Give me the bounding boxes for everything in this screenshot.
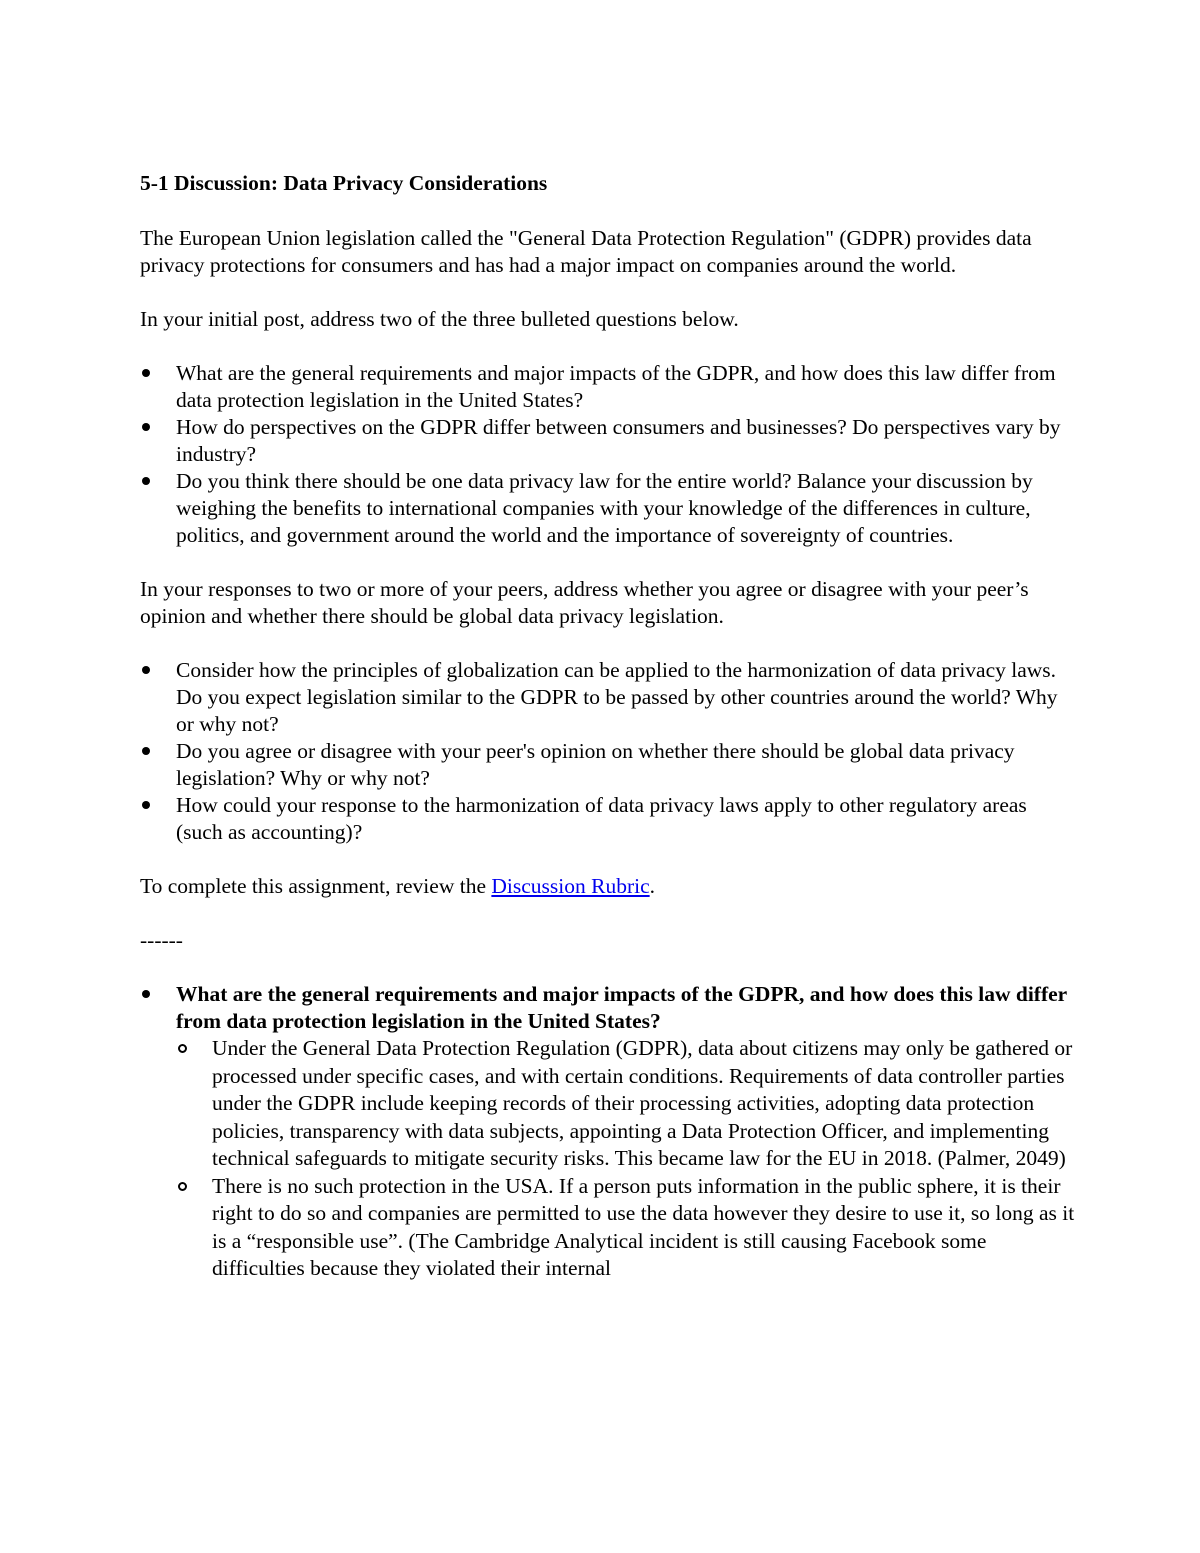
separator-line: ------: [140, 928, 183, 952]
spacer: [140, 198, 1075, 225]
list-item: [140, 360, 1075, 414]
responses-prompt: In your responses to two or more of your peers, address whether you agree or disagree with your peer’s opinion and whether there should be global data privacy legislation.: [140, 577, 1029, 628]
list-item-text: There is no such protection in the USA. If a person puts information in the public sphere, it is their right to do so and companies are permitted to use the data however they desire to use it, so long as it is a “responsible use”. (The Cambridge Analytical incident is still causing Facebook some difficulties because they violated their internal: [212, 1173, 1075, 1280]
list-item-text: Under the General Data Protection Regulation (GDPR), data about citizens may only be gathered or processed under specific cases, and with certain conditions. Requirements of data controller parties under the GDPR include keeping records of their processing activities, adopting data protection policies, transparency with data subjects, appointing a Data Protection Officer, and implementing technical safeguards to mitigate security risks. This became law for the EU in 2018. (Palmer, 2049): [212, 1036, 1073, 1170]
list-item-text: Do you agree or disagree with your peer's opinion on whether there should be global data privacy legislation? Why or why not?: [176, 739, 1015, 790]
bullet-icon: [142, 747, 150, 755]
bullet-icon: [142, 369, 150, 377]
list-item: [140, 657, 1075, 738]
answer-question: What are the general requirements and major impacts of the GDPR, and how does this law differ from data protection legislation in the United States?: [176, 982, 1067, 1033]
list-item: [140, 981, 1075, 1283]
list-item-text: How do perspectives on the GDPR differ between consumers and businesses? Do perspectives vary by industry?: [176, 415, 1061, 466]
spacer: [140, 954, 1075, 981]
discussion-rubric-link[interactable]: Discussion Rubric: [491, 874, 650, 898]
hollow-bullet-icon: [178, 1044, 187, 1053]
bullet-icon: [142, 423, 150, 431]
bullet-icon: [142, 990, 150, 998]
bullet-icon: [142, 801, 150, 809]
list-item: [140, 1035, 1075, 1173]
complete-suffix: .: [649, 874, 656, 898]
spacer: [140, 900, 1075, 927]
complete-prefix: To complete this assignment, review the: [140, 874, 492, 898]
list-item: [140, 468, 1075, 549]
initial-post-prompt: In your initial post, address two of the three bulleted questions below.: [140, 307, 739, 331]
spacer: [140, 846, 1075, 873]
intro-paragraph: The European Union legislation called the "General Data Protection Regulation" (GDPR) provides data privacy protections for consumers and has had a major impact on companies around the world.: [140, 226, 1032, 277]
answer-list: [140, 981, 1075, 1283]
list-item-text: Do you think there should be one data privacy law for the entire world? Balance your discussion by weighing the benefits to international companies with your knowledge of the differences in culture, politics, and government around the world and the importance of sovereignty of countries.: [176, 469, 1033, 547]
bullet-icon: [142, 477, 150, 485]
response-questions-list: [140, 657, 1075, 846]
document-page: [140, 168, 1075, 1283]
initial-questions-list: [140, 360, 1075, 549]
list-item-text: What are the general requirements and major impacts of the GDPR, and how does this law differ from data protection legislation in the United States?: [176, 361, 1056, 412]
list-item-text: Consider how the principles of globalization can be applied to the harmonization of data privacy laws. Do you expect legislation similar to the GDPR to be passed by other countries around the world? Why or why not?: [176, 658, 1058, 736]
list-item: [140, 738, 1075, 792]
complete-assignment-paragraph: [140, 873, 1075, 900]
bullet-icon: [142, 666, 150, 674]
list-item: [140, 1173, 1075, 1283]
document-title: 5-1 Discussion: Data Privacy Considerations: [140, 171, 548, 195]
spacer: [140, 279, 1075, 306]
list-item-text: How could your response to the harmonization of data privacy laws apply to other regulatory areas (such as accounting)?: [176, 793, 1027, 844]
spacer: [140, 549, 1075, 576]
spacer: [140, 630, 1075, 657]
hollow-bullet-icon: [178, 1182, 187, 1191]
spacer: [140, 333, 1075, 360]
answer-points-list: [140, 1035, 1075, 1283]
list-item: [140, 792, 1075, 846]
list-item: [140, 414, 1075, 468]
